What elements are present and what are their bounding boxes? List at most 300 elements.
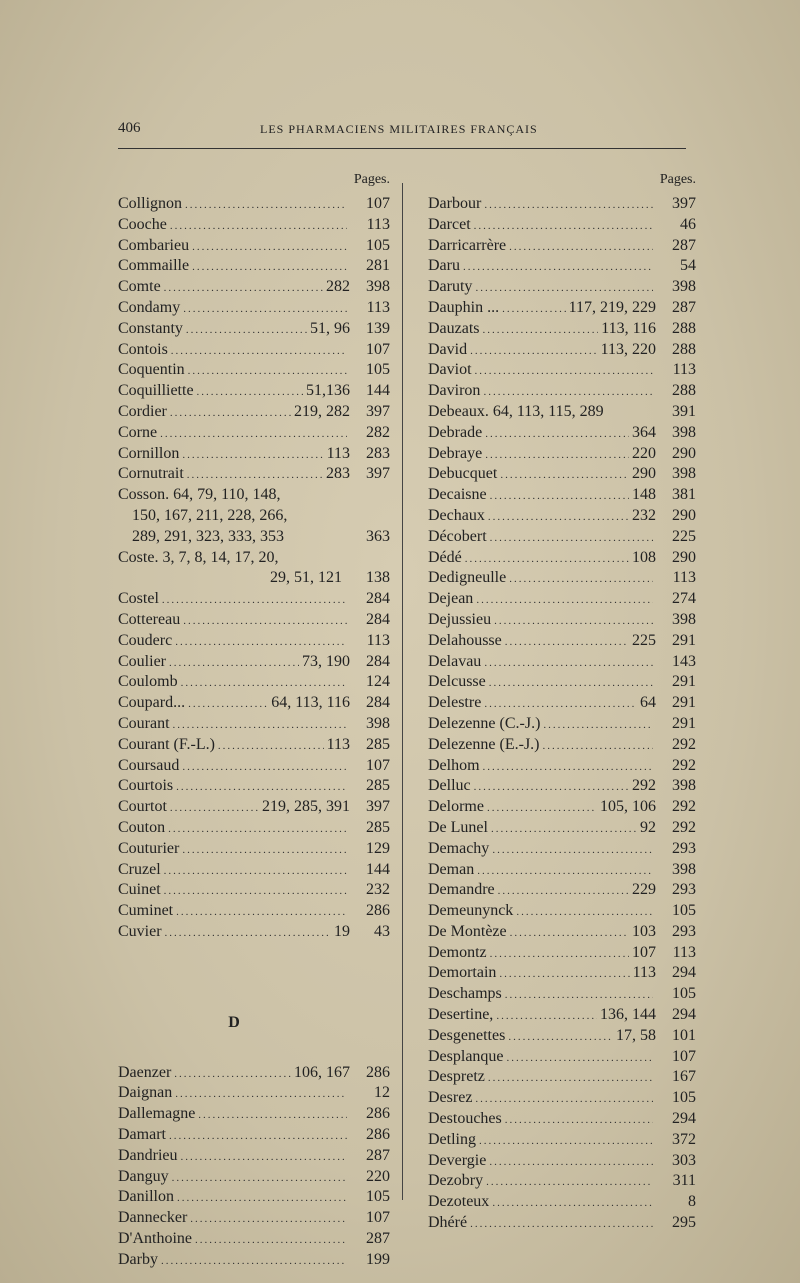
entry-name: Darcet (428, 215, 471, 233)
entry-page: 283 (366, 444, 390, 462)
entry-page: 293 (672, 881, 696, 899)
entry-page: 397 (366, 798, 390, 816)
entry-text: Cosson. 64, 79, 110, 148, (118, 486, 281, 504)
entry-name: Dauzats (428, 319, 480, 337)
index-entry (118, 631, 390, 652)
entry-page: 294 (672, 1006, 696, 1024)
entry-name: Dejussieu (428, 610, 492, 628)
entry-name: Cuvier (118, 922, 162, 940)
entry-text: 150, 167, 211, 228, 266, (132, 506, 288, 524)
index-entry (428, 1213, 696, 1234)
entry-refs: 64 (640, 694, 656, 712)
index-entry (118, 1083, 390, 1104)
entry-page: 284 (366, 610, 390, 628)
entry-page: 107 (366, 195, 390, 212)
leader-dots (476, 590, 653, 611)
entry-name: Cruzel (118, 860, 161, 878)
leader-dots (483, 382, 653, 403)
index-entry (118, 1167, 390, 1188)
entry-refs: 136, 144 (600, 1006, 656, 1024)
index-entry (428, 1130, 696, 1151)
leader-dots (543, 736, 654, 757)
entry-name: Demontz (428, 943, 487, 961)
index-entry (118, 423, 390, 444)
index-entry (118, 693, 390, 714)
index-entry (118, 319, 390, 340)
leader-dots (543, 715, 653, 736)
entry-name: Contois (118, 340, 168, 358)
entry-refs: 220 (632, 444, 656, 462)
entry-refs: 64, 113, 116 (271, 694, 350, 712)
leader-dots (164, 861, 347, 882)
index-entry (118, 381, 390, 402)
entry-name: Demachy (428, 839, 490, 857)
index-entry (118, 776, 390, 797)
entry-page: 286 (366, 1126, 390, 1144)
index-entry (428, 1088, 696, 1109)
entry-page: 288 (672, 340, 696, 358)
entry-name: Despretz (428, 1068, 485, 1086)
entry-page: 290 (672, 506, 696, 524)
entry-page: 138 (366, 569, 390, 587)
index-entry (118, 797, 390, 818)
entry-name: Coupard... (118, 694, 186, 712)
index-list-d (118, 1063, 390, 1271)
leader-dots (181, 673, 347, 694)
entry-name: Courtois (118, 777, 174, 795)
index-entry-coste-line2 (118, 568, 390, 589)
index-entry (118, 839, 390, 860)
entry-name: Delahousse (428, 631, 502, 649)
entry-refs: 105, 106 (600, 798, 656, 816)
entry-name: Couderc (118, 631, 173, 649)
leader-dots (169, 653, 299, 674)
entry-page: 113 (672, 569, 696, 587)
index-entry (428, 1026, 696, 1047)
entry-refs: 117, 219, 229 (568, 298, 656, 316)
leader-dots (170, 798, 259, 819)
leader-dots (509, 237, 653, 258)
leader-dots (174, 1064, 291, 1085)
entry-name: Dauphin ... (428, 298, 500, 316)
entry-name: Debraye (428, 444, 483, 462)
leader-dots (175, 1084, 347, 1105)
leader-dots (474, 777, 629, 798)
entry-name: Decaisne (428, 486, 487, 504)
leader-dots (164, 278, 323, 299)
index-entry (428, 776, 696, 797)
entry-page: 286 (366, 1105, 390, 1123)
entry-refs: 364 (632, 423, 656, 441)
entry-page: 8 (688, 1193, 696, 1211)
index-entry (118, 236, 390, 257)
leader-dots (470, 1214, 653, 1235)
entry-refs: 51,136 (306, 382, 350, 400)
index-entry (428, 735, 696, 756)
entry-page: 285 (366, 818, 390, 836)
entry-name: Cuminet (118, 902, 174, 920)
index-entry (428, 984, 696, 1005)
entry-page: 287 (672, 236, 696, 254)
entry-name: Debucquet (428, 465, 498, 483)
entry-refs: 229 (632, 881, 656, 899)
leader-dots (188, 361, 347, 382)
entry-page: 381 (672, 486, 696, 504)
entry-name: Desgenettes (428, 1026, 506, 1044)
entry-name: Dedigneulle (428, 569, 507, 587)
index-entry (118, 194, 390, 215)
entry-page: 294 (672, 1110, 696, 1128)
leader-dots (505, 632, 629, 653)
leader-dots (186, 320, 307, 341)
entry-name: Coulier (118, 652, 166, 670)
leader-dots (510, 923, 629, 944)
leader-dots (483, 757, 653, 778)
leader-dots (197, 382, 303, 403)
leader-dots (470, 341, 597, 362)
entry-page: 101 (672, 1026, 696, 1044)
entry-name: Detling (428, 1130, 476, 1148)
leader-dots (505, 1110, 653, 1131)
leader-dots (490, 486, 629, 507)
entry-refs: 113, 116 (601, 319, 656, 337)
leader-dots (181, 1147, 347, 1168)
entry-name: Delorme (428, 798, 484, 816)
entry-page: 398 (366, 714, 390, 732)
leader-dots (164, 881, 347, 902)
index-entry (428, 756, 696, 777)
entry-name: Constanty (118, 319, 183, 337)
entry-name: Daviron (428, 382, 481, 400)
leader-dots (176, 777, 347, 798)
entry-page: 295 (672, 1214, 696, 1232)
index-entry (428, 568, 696, 589)
entry-page: 199 (366, 1250, 390, 1268)
entry-name: Cuinet (118, 881, 161, 899)
index-entry (428, 1109, 696, 1130)
entry-page: 225 (672, 527, 696, 545)
index-entry (428, 672, 696, 693)
index-entry (118, 298, 390, 319)
entry-page: 284 (366, 694, 390, 712)
entry-page: 46 (680, 215, 696, 233)
entry-page: 290 (672, 444, 696, 462)
entry-page: 105 (366, 361, 390, 379)
index-entry (428, 1047, 696, 1068)
leader-dots (165, 923, 331, 944)
index-entry (428, 652, 696, 673)
entry-page: 113 (366, 631, 390, 649)
entry-name: Courant (118, 714, 170, 732)
running-title: LES PHARMACIENS MILITAIRES FRANÇAIS (260, 122, 538, 136)
index-entry-cosson-line3 (118, 527, 390, 548)
entry-name: Delcusse (428, 673, 486, 691)
leader-dots (488, 1068, 653, 1089)
entry-page: 287 (672, 298, 696, 316)
entry-page: 291 (672, 673, 696, 691)
entry-page: 398 (672, 777, 696, 795)
index-entry (428, 548, 696, 569)
leader-dots (170, 216, 347, 237)
entry-name: Décobert (428, 527, 487, 545)
leader-dots (485, 424, 629, 445)
index-entry (428, 797, 696, 818)
leader-dots (475, 278, 653, 299)
entry-page: 281 (366, 257, 390, 275)
leader-dots (507, 1048, 653, 1069)
index-entry (118, 922, 390, 943)
entry-page: 282 (366, 423, 390, 441)
entry-name: Cooche (118, 215, 167, 233)
entry-name: Destouches (428, 1110, 502, 1128)
index-entry (428, 1005, 696, 1026)
entry-page: 397 (366, 465, 390, 483)
leader-dots (484, 694, 637, 715)
entry-name: Delezenne (C.-J.) (428, 714, 541, 732)
index-entry (428, 527, 696, 548)
entry-page: 113 (672, 943, 696, 961)
index-entry (118, 340, 390, 361)
leader-dots (479, 1131, 653, 1152)
entry-page: 144 (366, 860, 390, 878)
entry-name: Courant (F.-L.) (118, 735, 215, 753)
index-entry (118, 818, 390, 839)
entry-name: Daruty (428, 278, 473, 296)
entry-name: Debeaux. 64, 113, 115, 289 (428, 402, 604, 420)
entry-name: Coquentin (118, 361, 185, 379)
entry-refs: 283 (326, 465, 350, 483)
index-entry (118, 277, 390, 298)
leader-dots (500, 465, 629, 486)
entry-name: Dallemagne (118, 1105, 196, 1123)
entry-name: Coulomb (118, 673, 178, 691)
entry-name: Demeunynck (428, 902, 514, 920)
index-entry (428, 277, 696, 298)
index-entry (428, 485, 696, 506)
index-entry (428, 381, 696, 402)
entry-name: Daignan (118, 1084, 173, 1102)
index-entry (118, 402, 390, 423)
entry-name: Delezenne (E.-J.) (428, 735, 540, 753)
entry-name: Dechaux (428, 506, 485, 524)
entry-name: Devergie (428, 1151, 487, 1169)
entry-name: Courtot (118, 798, 167, 816)
entry-page: 107 (672, 1047, 696, 1065)
entry-page: 220 (366, 1167, 390, 1185)
entry-page: 232 (366, 881, 390, 899)
entry-page: 129 (366, 839, 390, 857)
leader-dots (187, 465, 323, 486)
entry-page: 398 (672, 278, 696, 296)
entry-name: Dandrieu (118, 1146, 178, 1164)
leader-dots (475, 1089, 653, 1110)
entry-name: Costel (118, 590, 159, 608)
entry-page: 398 (366, 278, 390, 296)
index-entry (428, 1192, 696, 1213)
index-entry (118, 215, 390, 236)
entry-refs: 19 (334, 922, 350, 940)
leader-dots (490, 944, 629, 965)
index-entry (118, 1146, 390, 1167)
leader-dots (492, 840, 653, 861)
entry-page: 291 (672, 714, 696, 732)
entry-page: 113 (366, 298, 390, 316)
index-entry (118, 589, 390, 610)
entry-text: 289, 291, 323, 333, 353 (132, 527, 284, 545)
entry-page: 105 (672, 985, 696, 1003)
page-header (118, 120, 688, 144)
entry-refs: 17, 58 (616, 1026, 656, 1044)
index-list-c (118, 194, 390, 485)
leader-dots (190, 1209, 347, 1230)
leader-dots (475, 361, 653, 382)
entry-name: Desplanque (428, 1047, 504, 1065)
entry-page: 285 (366, 735, 390, 753)
index-entry (428, 880, 696, 901)
index-entry (428, 402, 696, 423)
leader-dots (177, 1188, 347, 1209)
entry-refs: 106, 167 (294, 1063, 350, 1081)
entry-page: 363 (366, 527, 390, 545)
entry-refs: 113 (326, 444, 350, 462)
leader-dots (182, 757, 347, 778)
leader-dots (192, 237, 347, 258)
index-entry (428, 943, 696, 964)
left-column (118, 172, 390, 1271)
leader-dots (508, 1027, 613, 1048)
index-entry (428, 194, 696, 215)
entry-refs: 290 (632, 465, 656, 483)
leader-dots (484, 653, 653, 674)
entry-page: 398 (672, 610, 696, 628)
entry-name: Demortain (428, 964, 497, 982)
index-entry (428, 236, 696, 257)
index-entry (428, 818, 696, 839)
leader-dots (162, 590, 347, 611)
leader-dots (173, 715, 347, 736)
entry-name: Combarieu (118, 236, 190, 254)
leader-dots (198, 1105, 347, 1126)
entry-text: 29, 51, 121 (270, 569, 342, 587)
section-letter: D (228, 1013, 240, 1031)
leader-dots (176, 902, 347, 923)
entry-name: Desrez (428, 1089, 473, 1107)
entry-page: 107 (366, 756, 390, 774)
leader-dots (182, 840, 347, 861)
leader-dots (516, 902, 653, 923)
entry-page: 397 (672, 195, 696, 212)
entry-page: 293 (672, 839, 696, 857)
leader-dots (490, 528, 653, 549)
entry-name: Couturier (118, 839, 180, 857)
entry-page: 107 (366, 340, 390, 358)
index-entry (428, 901, 696, 922)
index-entry (428, 319, 696, 340)
leader-dots (484, 195, 653, 216)
entry-page: 398 (672, 465, 696, 483)
entry-page: 43 (374, 922, 390, 940)
entry-refs: 113 (326, 735, 350, 753)
entry-page: 286 (366, 1063, 390, 1081)
entry-page: 291 (672, 631, 696, 649)
index-entry (428, 256, 696, 277)
leader-dots (465, 549, 629, 570)
index-entry-coste-line1 (118, 548, 390, 569)
index-entry (428, 1067, 696, 1088)
leader-dots (487, 798, 597, 819)
leader-dots (483, 320, 599, 341)
entry-name: Couton (118, 818, 166, 836)
entry-page: 167 (672, 1068, 696, 1086)
entry-name: Commaille (118, 257, 190, 275)
entry-name: Cottereau (118, 610, 181, 628)
leader-dots (492, 1193, 653, 1214)
entry-name: Deman (428, 860, 475, 878)
entry-page: 287 (366, 1230, 390, 1248)
entry-refs: 73, 190 (302, 652, 350, 670)
entry-name: Desertine, (428, 1006, 494, 1024)
entry-refs: 225 (632, 631, 656, 649)
entry-page: 288 (672, 382, 696, 400)
entry-page: 107 (366, 1209, 390, 1227)
entry-name: Danguy (118, 1167, 169, 1185)
entry-page: 372 (672, 1130, 696, 1148)
index-entry (118, 735, 390, 756)
entry-refs: 232 (632, 506, 656, 524)
leader-dots (486, 1172, 653, 1193)
index-entry (428, 423, 696, 444)
leader-dots (168, 819, 347, 840)
index-entry (118, 1063, 390, 1084)
leader-dots (175, 632, 347, 653)
entry-refs: 108 (632, 548, 656, 566)
entry-name: Coquilliette (118, 382, 194, 400)
page-number: 406 (118, 120, 141, 136)
entry-name: De Lunel (428, 818, 488, 836)
entry-name: Dédé (428, 548, 462, 566)
entry-page: 291 (672, 694, 696, 712)
index-entry (118, 652, 390, 673)
entry-page: 288 (672, 319, 696, 337)
pages-heading: Pages. (353, 172, 390, 187)
leader-dots (489, 1152, 653, 1173)
entry-page: 143 (672, 652, 696, 670)
entry-name: Daru (428, 257, 460, 275)
entry-page: 292 (672, 756, 696, 774)
leader-dots (489, 673, 653, 694)
entry-refs: 113, 220 (600, 340, 656, 358)
entry-refs: 292 (632, 777, 656, 795)
entry-page: 398 (672, 423, 696, 441)
entry-page: 294 (672, 964, 696, 982)
leader-dots (185, 195, 347, 216)
leader-dots (182, 445, 323, 466)
leader-dots (195, 1230, 347, 1251)
pages-heading: Pages. (659, 172, 696, 187)
entry-refs: 148 (632, 486, 656, 504)
index-entry (118, 880, 390, 901)
index-entry (118, 360, 390, 381)
entry-page: 105 (366, 1188, 390, 1206)
leader-dots (502, 299, 565, 320)
leader-dots (172, 1168, 347, 1189)
entry-refs: 219, 282 (294, 402, 350, 420)
entry-page: 398 (672, 860, 696, 878)
entry-page: 284 (366, 652, 390, 670)
entry-page: 144 (366, 382, 390, 400)
leader-dots (463, 257, 653, 278)
leader-dots (160, 424, 347, 445)
